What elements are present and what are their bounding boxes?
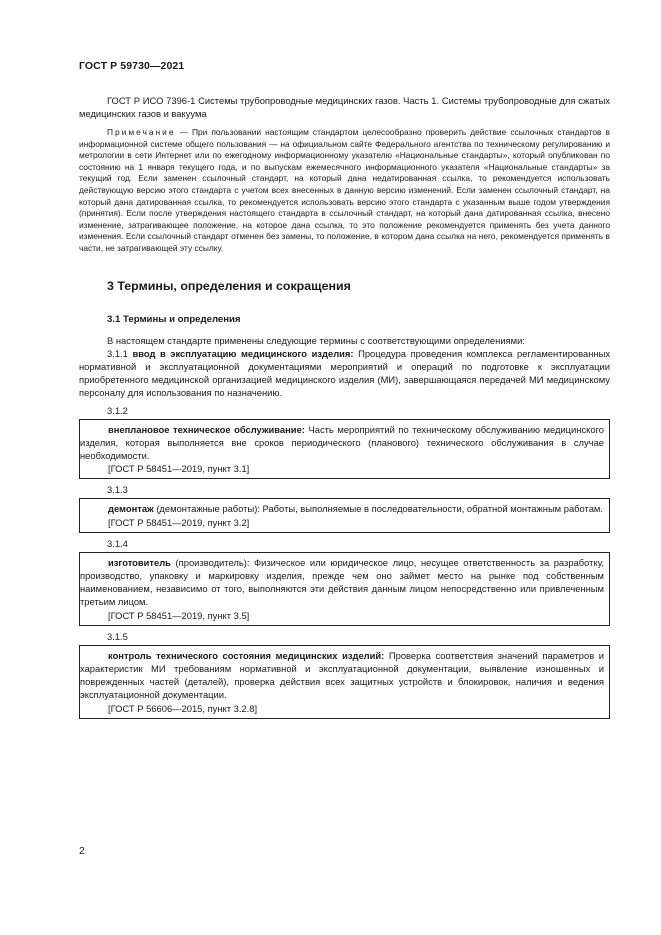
term-definition: (демонтажные работы): Работы, выполняемые в последовательности, обратной монтажным работам. [156,503,603,515]
term-number: 3.1.2 [107,404,128,416]
term-number: 3.1.5 [107,630,128,642]
term-paragraph [80,423,604,463]
term-source: [ГОСТ Р 58451—2019, пункт 3.5] [108,609,250,621]
note-text: — При пользовании настоящим стандартом целесообразно проверить действие ссылочных стандартов в информационной системе общего пользования — на официальном сайте Федерального агентства по техническому регулированию и метрологии в сети Интернет или по ежегодному информационному указателю «Национальные стандарты», который опубликован по состоянию на 1 января текущего года, и по выпускам ежемесячного информационного указателя «Национальные стандарты» за текущий год. Если заменен ссылочный стандарт, на который дана недатированная ссылка, то рекомендуется использовать действующую версию этого стандарта с учетом всех внесенных в данную версию изменений. Если заменен ссылочный стандарт, на который дана датированная ссылка, то рекомендуется использовать версию этого стандарта с указанным выше годом утверждения (принятия). Если после утверждения настоящего стандарта в ссылочный стандарт, на который дана датированная ссылка, внесено изменение, затрагивающее положение, на которое дана ссылка, то это положение рекомендуется применять без учета данного изменения. Если ссылочный стандарт отменен без замены, то положение, в котором дана ссылка на него, рекомендуется применять в части, не затрагивающей эту ссылку. [79,127,611,253]
intro-paragraph: В настоящем стандарте применены следующие термины с соответствующими определениями: [107,334,525,346]
normative-reference: ГОСТ Р ИСО 7396-1 Системы трубопроводные медицинских газов. Часть 1. Системы трубопроводные для сжатых медицинских газов и вакуума [79,95,610,119]
page-number: 2 [79,845,85,857]
term-name: контроль технического состояния медицинских изделий: [108,649,385,661]
term-source: [ГОСТ Р 56606—2015, пункт 3.2.8] [108,702,258,714]
term-definition: Процедура проведения комплекса регламентированных нормативной и эксплуатационной документациями мероприятий и операций по подготовке к эксплуатации приобретенного медицинской организацией медицинского изделия (МИ), завершающаяся передачей МИ медицинскому персоналу для использования по назначению. [79,347,611,399]
term-3-1-1 [79,347,610,400]
page-content [79,94,610,719]
term-number: 3.1.1 [107,347,128,359]
term-definition: Часть мероприятий по техническому обслуживанию медицинского изделия, которая выполняется вне сроков периодического (планового) технического обслуживания в случае необходимости. [80,423,605,461]
term-definition: Проверка соответствия значений параметров и характеристик МИ требованиям нормативной и эксплуатационной документации, выявление изношенных и поврежденных частей (деталей), проверка действия всех защитных устройств и блокировок, наличия и ведения эксплуатационной документации. [80,649,605,701]
subsection-title: 3.1 Термины и определения [107,313,241,325]
term-box-3-1-5 [79,645,610,719]
term-number: 3.1.3 [107,484,128,496]
term-source: [ГОСТ Р 58451—2019, пункт 3.1] [108,463,250,475]
term-source: [ГОСТ Р 58451—2019, пункт 3.2] [108,516,250,528]
term-name: ввод в эксплуатацию медицинского изделия: [132,347,354,359]
term-box-3-1-3 [79,498,610,532]
note-paragraph [79,127,610,255]
term-paragraph [80,649,604,702]
term-name: внеплановое техническое обслуживание: [108,423,305,435]
term-number: 3.1.4 [107,537,128,549]
term-box-3-1-2 [79,419,610,480]
section-title: 3 Термины, определения и сокращения [107,278,351,293]
term-name: демонтаж [108,503,154,515]
document-code-header: ГОСТ Р 59730—2021 [79,60,185,72]
term-paragraph [80,556,604,609]
term-box-3-1-4 [79,552,610,626]
term-paragraph [80,502,604,515]
term-definition: (производитель): Физическое или юридическое лицо, несущее ответственность за разработку, производство, упаковку и маркировку изделия, прежде чем оно займет место на рынке под собственным наименованием, независимо от того, выполняются эти действия данным лицом непосредственно или привлеченным третьим лицом. [80,556,605,608]
note-label: Примечание [107,127,176,137]
term-name: изготовитель [108,556,171,568]
